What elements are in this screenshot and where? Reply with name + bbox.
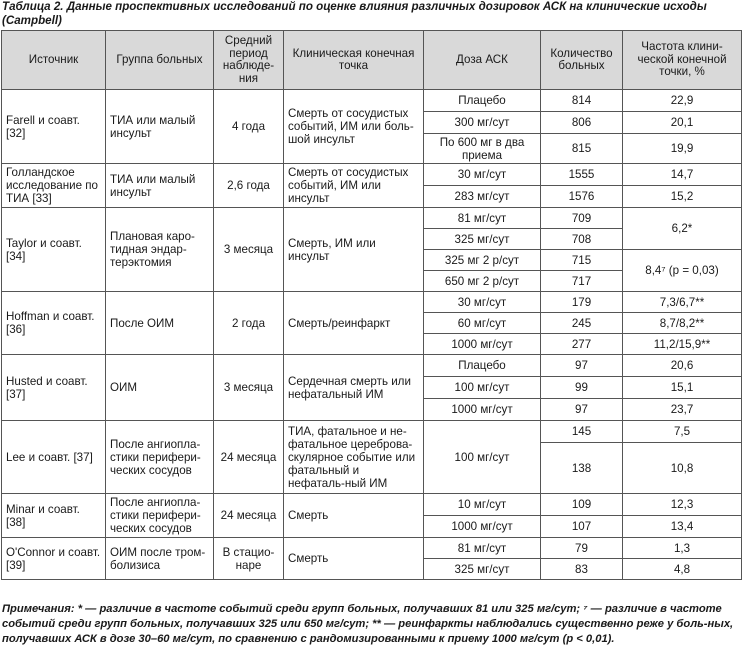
dose-cell: 100 мг/сут: [424, 377, 541, 399]
dose-cell: По 600 мг в два приема: [424, 134, 541, 164]
source-cell: Minar и соавт. [38]: [2, 494, 106, 538]
freq-cell: 20,6: [623, 355, 742, 377]
count-cell: 814: [541, 90, 623, 112]
count-cell: 717: [541, 271, 623, 292]
freq-cell: 8,4⁷ (p = 0,03): [623, 250, 742, 292]
period-cell: 4 года: [214, 90, 284, 164]
col-header-count: Количество больных: [541, 31, 623, 90]
table-row: [2, 494, 742, 516]
freq-cell: 10,8: [623, 443, 742, 494]
dose-cell: 300 мг/сут: [424, 112, 541, 134]
count-cell: 1576: [541, 186, 623, 208]
dose-cell: Плацебо: [424, 355, 541, 377]
group-cell: ОИМ после тром-болизиса: [106, 538, 214, 580]
freq-cell: 8,7/8,2**: [623, 313, 742, 334]
dose-cell: 1000 мг/сут: [424, 334, 541, 355]
freq-cell: 11,2/15,9**: [623, 334, 742, 355]
period-cell: 3 месяца: [214, 208, 284, 292]
dose-cell: 30 мг/сут: [424, 292, 541, 313]
col-header-group: Группа больных: [106, 31, 214, 90]
dose-cell: 10 мг/сут: [424, 494, 541, 516]
freq-cell: 7,3/6,7**: [623, 292, 742, 313]
endpoint-cell: Смерть/реинфаркт: [284, 292, 424, 355]
source-cell: Taylor и соавт. [34]: [2, 208, 106, 292]
col-header-endpoint: Клиническая конечная точка: [284, 31, 424, 90]
col-header-freq: Частота клини-ческой конечной точки, %: [623, 31, 742, 90]
dose-cell: 81 мг/сут: [424, 208, 541, 229]
count-cell: 97: [541, 355, 623, 377]
group-cell: Плановая каро-тидная эндар-терэктомия: [106, 208, 214, 292]
count-cell: 708: [541, 229, 623, 250]
count-cell: 245: [541, 313, 623, 334]
endpoint-cell: Смерть, ИМ или инсульт: [284, 208, 424, 292]
data-table: [1, 30, 742, 580]
endpoint-cell: ТИА, фатальное и не-фатальное цереброва-скулярное событие или фатальный и нефаталь-ный ИМ: [284, 421, 424, 494]
group-cell: ОИМ: [106, 355, 214, 421]
col-header-source: Источник: [2, 31, 106, 90]
freq-cell: 22,9: [623, 90, 742, 112]
table-row: [2, 355, 742, 377]
dose-cell: 650 мг 2 р/сут: [424, 271, 541, 292]
count-cell: 1555: [541, 164, 623, 186]
count-cell: 83: [541, 559, 623, 580]
col-header-dose: Доза АСК: [424, 31, 541, 90]
table-row: [2, 292, 742, 313]
group-cell: ТИА или малый инсульт: [106, 90, 214, 164]
source-cell: Farell и соавт. [32]: [2, 90, 106, 164]
period-cell: 24 месяца: [214, 494, 284, 538]
table-row: [2, 90, 742, 112]
freq-cell: 15,1: [623, 377, 742, 399]
freq-cell: 20,1: [623, 112, 742, 134]
count-cell: 79: [541, 538, 623, 559]
dose-cell: 1000 мг/сут: [424, 399, 541, 421]
dose-cell: 60 мг/сут: [424, 313, 541, 334]
dose-cell: 100 мг/сут: [424, 421, 541, 494]
freq-cell: 23,7: [623, 399, 742, 421]
dose-cell: 1000 мг/сут: [424, 516, 541, 538]
source-cell: O'Connor и соавт. [39]: [2, 538, 106, 580]
count-cell: 806: [541, 112, 623, 134]
freq-cell: 13,4: [623, 516, 742, 538]
table-row: [2, 421, 742, 443]
dose-cell: 30 мг/сут: [424, 164, 541, 186]
table-row: [2, 538, 742, 559]
group-cell: После ангиопла-стики перифери-ческих сосудов: [106, 494, 214, 538]
count-cell: 815: [541, 134, 623, 164]
dose-cell: 325 мг/сут: [424, 229, 541, 250]
count-cell: 109: [541, 494, 623, 516]
table-caption: Таблица 2. Данные проспективных исследований по оценке влияния различных дозировок АСК на клинические исходы (Campbell): [2, 0, 707, 27]
endpoint-cell: Смерть от сосудистых событий, ИМ или боль-шой инсульт: [284, 90, 424, 164]
table-header-row: [2, 31, 742, 90]
dose-cell: 283 мг/сут: [424, 186, 541, 208]
dose-cell: 325 мг/сут: [424, 559, 541, 580]
table-row: [2, 208, 742, 229]
freq-cell: 6,2*: [623, 208, 742, 250]
period-cell: 2 года: [214, 292, 284, 355]
freq-cell: 14,7: [623, 164, 742, 186]
dose-cell: 81 мг/сут: [424, 538, 541, 559]
source-cell: Husted и соавт. [37]: [2, 355, 106, 421]
group-cell: После ОИМ: [106, 292, 214, 355]
period-cell: 3 месяца: [214, 355, 284, 421]
dose-cell: Плацебо: [424, 90, 541, 112]
freq-cell: 4,8: [623, 559, 742, 580]
group-cell: ТИА или малый инсульт: [106, 164, 214, 208]
dose-cell: 325 мг 2 р/сут: [424, 250, 541, 271]
table-row: [2, 164, 742, 186]
freq-cell: 12,3: [623, 494, 742, 516]
count-cell: 107: [541, 516, 623, 538]
source-cell: Hoffman и соавт. [36]: [2, 292, 106, 355]
group-cell: После ангиопла-стики перифери-ческих сосудов: [106, 421, 214, 494]
freq-cell: 19,9: [623, 134, 742, 164]
period-cell: 24 месяца: [214, 421, 284, 494]
freq-cell: 1,3: [623, 538, 742, 559]
period-cell: В стацио-наре: [214, 538, 284, 580]
endpoint-cell: Смерть: [284, 494, 424, 538]
endpoint-cell: Сердечная смерть или нефатальный ИМ: [284, 355, 424, 421]
count-cell: 715: [541, 250, 623, 271]
count-cell: 138: [541, 443, 623, 494]
table-notes: Примечания: * — различие в частоте событий среди групп больных, получавших 81 или 325 мг/сут; ⁷ — различие в частоте событий среди групп больных, получавших 325 или 650 мг/сут; ** — реинфаркты наблюдались существенно реже у боль-ных, получавших АСК в дозе 30–60 мг/сут, по сравнению с рандомизированными к приему 1000 мг/сут (p < 0,01).: [2, 603, 734, 645]
count-cell: 97: [541, 399, 623, 421]
freq-cell: 7,5: [623, 421, 742, 443]
count-cell: 709: [541, 208, 623, 229]
endpoint-cell: Смерть: [284, 538, 424, 580]
period-cell: 2,6 года: [214, 164, 284, 208]
source-cell: Голландское исследование по ТИА [33]: [2, 164, 106, 208]
source-cell: Lee и соавт. [37]: [2, 421, 106, 494]
endpoint-cell: Смерть от сосудистых событий, ИМ или инсульт: [284, 164, 424, 208]
count-cell: 277: [541, 334, 623, 355]
count-cell: 99: [541, 377, 623, 399]
freq-cell: 15,2: [623, 186, 742, 208]
count-cell: 179: [541, 292, 623, 313]
col-header-period: Средний период наблюде-ния: [214, 31, 284, 90]
count-cell: 145: [541, 421, 623, 443]
